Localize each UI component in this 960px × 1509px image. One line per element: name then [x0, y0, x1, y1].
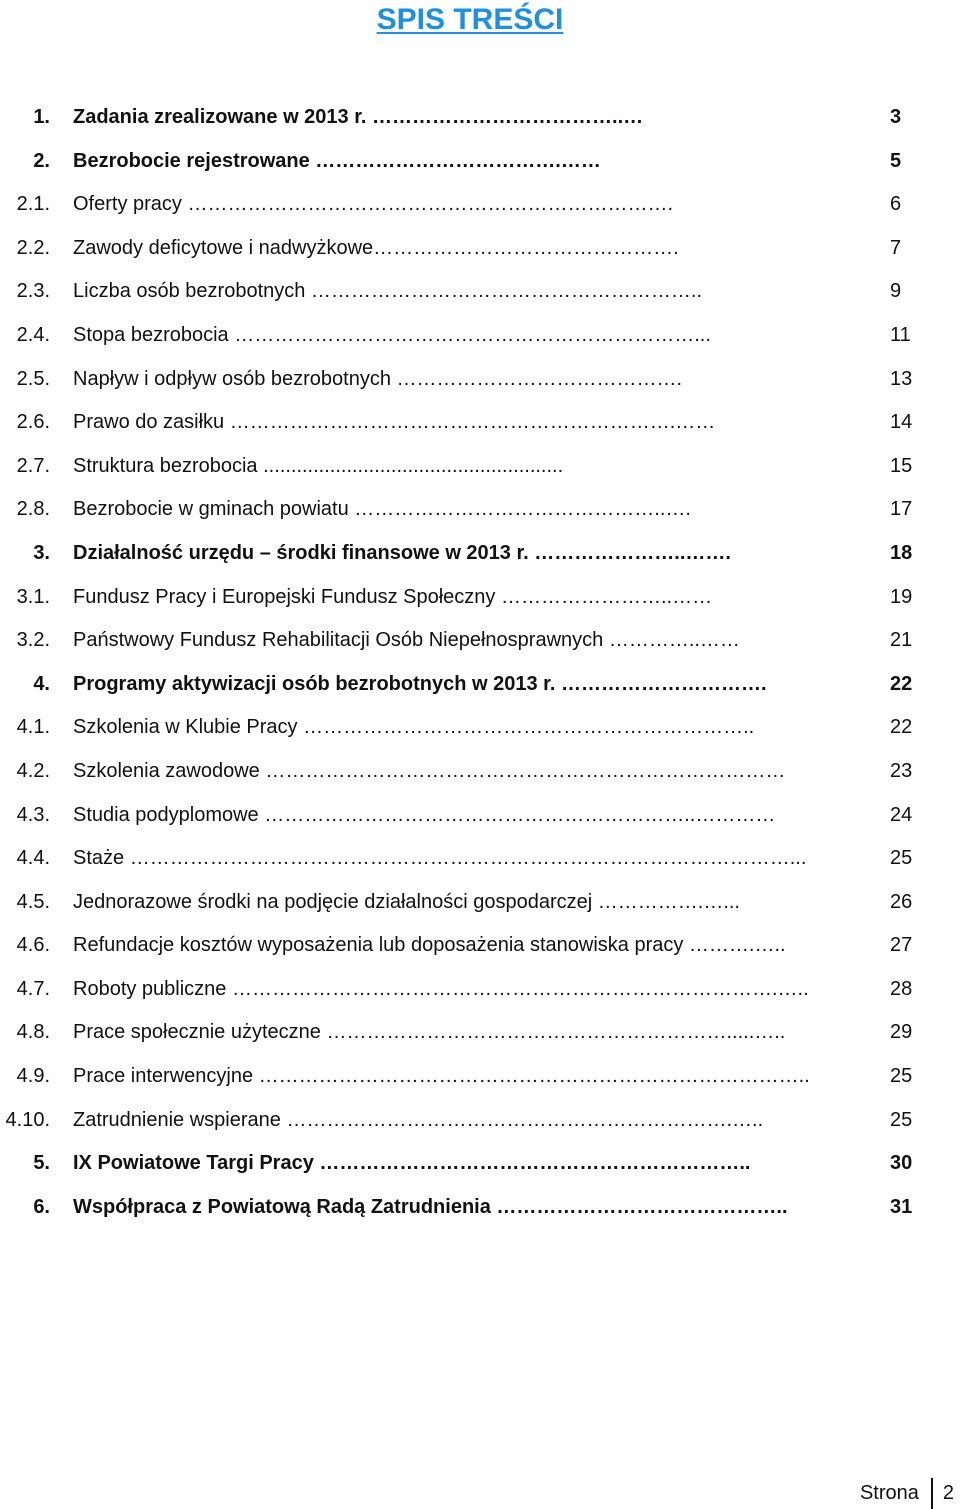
toc-entry-title: Prace interwencyjne ………………………………………………………………………..	[73, 1065, 810, 1088]
toc-entry-number: 2.3.	[16, 280, 50, 303]
toc-entry-page: 17	[890, 498, 913, 521]
toc-entry[interactable]	[0, 358, 960, 402]
toc-entry-title: IX Powiatowe Targi Pracy ………………………………………………………..	[73, 1152, 751, 1175]
table-of-contents	[0, 96, 960, 1229]
toc-entry[interactable]	[0, 445, 960, 489]
toc-entry[interactable]	[0, 706, 960, 750]
toc-entry-number: 2.4.	[16, 323, 50, 346]
toc-entry-page: 25	[890, 1065, 913, 1088]
toc-entry[interactable]	[0, 794, 960, 838]
toc-entry-number: 1.	[33, 106, 50, 128]
toc-entry-page: 23	[890, 759, 913, 782]
toc-entry[interactable]	[0, 532, 960, 576]
toc-entry[interactable]	[0, 576, 960, 620]
toc-entry-title: Liczba osób bezrobotnych …………………………………………………..	[73, 280, 703, 303]
toc-entry-title: Roboty publiczne ……………………………………………………………………….…..	[73, 977, 809, 1000]
toc-entry-number: 2.8.	[16, 498, 50, 521]
toc-entry-title: Napływ i odpływ osób bezrobotnych …………………………………….	[73, 367, 683, 390]
toc-entry-number: 2.5.	[16, 367, 50, 390]
toc-entry-number: 4.4.	[16, 847, 50, 870]
toc-entry-number: 3.	[33, 541, 50, 564]
toc-entry[interactable]	[0, 1186, 960, 1230]
toc-entry[interactable]	[0, 183, 960, 227]
toc-entry-title: Struktura bezrobocia ......................................................	[73, 454, 564, 477]
toc-entry-number: 2.	[33, 149, 50, 172]
toc-entry-page: 25	[890, 1108, 913, 1131]
toc-entry-title: Programy aktywizacji osób bezrobotnych w 2013 r. ………………………….	[73, 672, 767, 695]
toc-entry[interactable]	[0, 401, 960, 445]
toc-entry-page: 5	[890, 149, 902, 172]
toc-entry-title: Bezrobocie rejestrowane ……………………………….……	[73, 149, 601, 172]
toc-entry-page: 15	[890, 454, 913, 477]
toc-entry[interactable]	[0, 968, 960, 1012]
toc-entry-title: Stopa bezrobocia ……………………………………………………………...	[73, 323, 711, 346]
toc-entry-title: Zawody deficytowe i nadwyżkowe……………………………………….	[73, 236, 679, 259]
toc-entry-number: 2.1.	[16, 193, 50, 216]
toc-entry[interactable]	[0, 1099, 960, 1143]
footer-page-number: 2	[942, 1482, 954, 1504]
toc-entry[interactable]	[0, 881, 960, 925]
toc-entry-number: 2.6.	[16, 411, 50, 434]
toc-entry-title: Studia podyplomowe ………………………………………………………..…………	[73, 803, 776, 826]
page-footer	[860, 1478, 960, 1509]
toc-entry-page: 25	[890, 847, 913, 870]
toc-entry[interactable]	[0, 1142, 960, 1186]
toc-entry-page: 30	[890, 1152, 913, 1175]
toc-entry-page: 21	[890, 629, 913, 652]
toc-entry-number: 3.2.	[16, 629, 50, 652]
toc-entry-title: Państwowy Fundusz Rehabilitacji Osób Niepełnosprawnych …………..……	[73, 629, 740, 652]
toc-entry-number: 4.6.	[16, 934, 50, 957]
toc-entry[interactable]	[0, 96, 960, 140]
page-title: SPIS TREŚCI	[376, 3, 564, 36]
toc-entry[interactable]	[0, 488, 960, 532]
toc-entry-page: 24	[890, 803, 913, 826]
toc-entry[interactable]	[0, 619, 960, 663]
toc-entry[interactable]	[0, 1055, 960, 1099]
toc-entry-number: 2.7.	[16, 454, 50, 477]
toc-entry[interactable]	[0, 663, 960, 707]
toc-entry-number: 4.1.	[16, 716, 50, 739]
toc-entry-number: 2.2.	[16, 236, 50, 259]
toc-entry-number: 4.3.	[16, 803, 50, 826]
toc-entry-title: Staże ………………………………………………………………………………………...	[73, 847, 807, 870]
toc-entry[interactable]	[0, 140, 960, 184]
toc-entry-page: 6	[890, 193, 902, 216]
toc-entry-page: 14	[890, 411, 913, 434]
toc-entry-title: Refundacje kosztów wyposażenia lub doposażenia stanowiska pracy ……….…..	[73, 934, 786, 957]
toc-entry-title: Oferty pracy ……………………………………………………………….	[73, 193, 674, 216]
toc-entry-page: 9	[890, 280, 902, 303]
toc-entry-title: Zatrudnienie wspierane ………………………………………………………….…..	[73, 1108, 764, 1131]
toc-entry[interactable]	[0, 837, 960, 881]
toc-entry-page: 28	[890, 977, 913, 1000]
toc-entry-page: 11	[890, 323, 911, 346]
toc-entry[interactable]	[0, 227, 960, 271]
toc-entry-page: 27	[890, 934, 913, 957]
toc-entry-page: 26	[890, 890, 913, 913]
toc-entry-title: Jednorazowe środki na podjęcie działalności gospodarczej …………….…...	[73, 890, 740, 913]
toc-entry-page: 29	[890, 1021, 913, 1044]
toc-entry-page: 22	[890, 716, 913, 739]
toc-entry-number: 3.1.	[16, 585, 50, 608]
toc-entry-title: Bezrobocie w gminach powiatu ………………………………………..….	[73, 498, 691, 521]
toc-entry-number: 6.	[33, 1195, 50, 1218]
toc-entry-number: 4.5.	[16, 890, 50, 913]
toc-entry-title: Fundusz Pracy i Europejski Fundusz Społeczny ……………………..……	[73, 585, 713, 608]
toc-entry-title: Szkolenia zawodowe ……………………………………………………………………	[73, 759, 786, 782]
toc-entry-number: 4.7.	[16, 977, 50, 1000]
toc-entry-page: 31	[890, 1195, 913, 1218]
toc-entry-page: 13	[890, 367, 913, 390]
toc-entry-page: 22	[890, 672, 913, 695]
toc-entry[interactable]	[0, 314, 960, 358]
toc-entry-number: 4.9.	[16, 1065, 50, 1088]
toc-entry-number: 5.	[33, 1152, 50, 1175]
toc-entry[interactable]	[0, 270, 960, 314]
footer-page-label: Strona	[859, 1482, 919, 1504]
toc-entry-title: Prawo do zasiłku ………………………………………………………….……	[73, 411, 716, 434]
toc-entry[interactable]	[0, 750, 960, 794]
toc-entry-title: Zadania zrealizowane w 2013 r. ………………………………..…	[73, 106, 644, 128]
toc-entry-title: Prace społecznie użyteczne …………………………………………………….....…..	[73, 1021, 786, 1044]
toc-entry-title: Szkolenia w Klubie Pracy …………………………………………………………..	[73, 716, 755, 739]
toc-entry-number: 4.2.	[16, 759, 50, 782]
toc-entry-page: 18	[890, 541, 913, 564]
toc-entry-number: 4.10.	[5, 1108, 50, 1131]
toc-entry-title: Działalność urzędu – środki finansowe w 2013 r. …………………..…….	[73, 541, 731, 564]
toc-entry-page: 19	[890, 585, 913, 608]
toc-entry-title: Współpraca z Powiatową Radą Zatrudnienia ……………………………………..	[73, 1195, 788, 1218]
toc-entry-page: 3	[890, 106, 902, 128]
toc-entry[interactable]	[0, 1011, 960, 1055]
toc-entry-page: 7	[890, 236, 902, 259]
toc-entry[interactable]	[0, 924, 960, 968]
toc-entry-number: 4.	[33, 672, 50, 695]
toc-entry-number: 4.8.	[16, 1021, 50, 1044]
